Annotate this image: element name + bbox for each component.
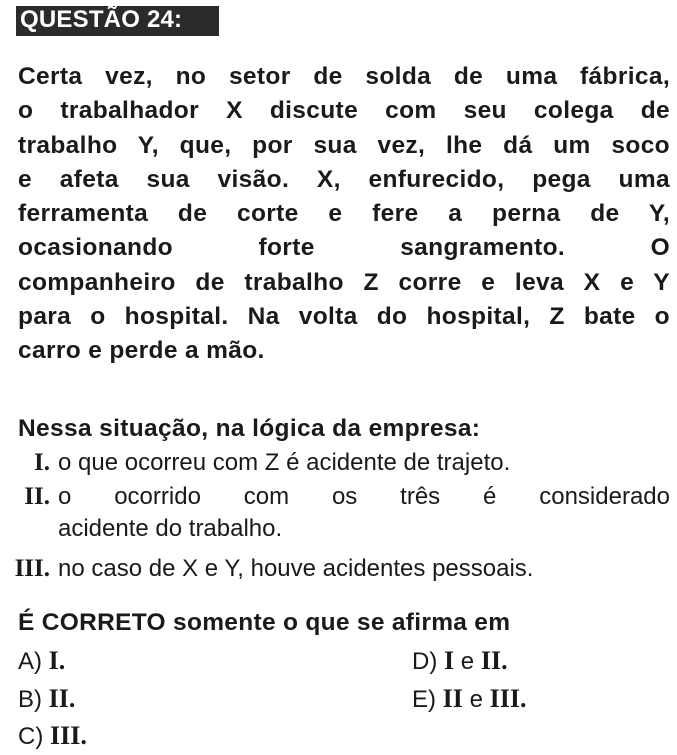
option-value: I: [444, 646, 455, 675]
option-letter: C): [18, 723, 44, 750]
option-value: III.: [50, 721, 87, 750]
option-c[interactable]: [18, 720, 87, 753]
scenario-line: carro e perde a mão.: [18, 337, 265, 365]
statement-text: acidente do trabalho.: [58, 515, 283, 542]
scenario-paragraph: [18, 60, 670, 369]
option-value: III.: [489, 684, 527, 713]
option-connector: e: [460, 648, 475, 675]
option-e[interactable]: [412, 683, 526, 716]
scenario-line: para o hospital. Na volta do hospital, Z bate o: [18, 303, 670, 331]
statement-text: o que ocorreu com Z é acidente de trajeto.: [58, 449, 511, 476]
option-letter: A): [18, 648, 42, 675]
scenario-line: ocasionando forte sangramento. O: [18, 234, 670, 262]
option-value: II: [442, 684, 463, 713]
scenario-line: ferramenta de corte e fere a perna de Y,: [18, 200, 670, 228]
statement-numeral: I.: [34, 449, 50, 476]
scenario-line: companheiro de trabalho Z corre e leva X e Y: [18, 268, 670, 296]
option-value: II.: [48, 684, 76, 713]
option-a[interactable]: [18, 645, 65, 678]
option-connector: e: [469, 686, 483, 713]
statement-text: no caso de X e Y, houve acidentes pessoais.: [58, 555, 534, 582]
question-instruction: É CORRETO somente o que se afirma em: [18, 609, 511, 636]
option-letter: E): [412, 686, 436, 713]
option-b[interactable]: [18, 683, 75, 716]
scenario-line: e afeta sua visão. X, enfurecido, pega uma: [18, 165, 670, 193]
option-value: II.: [480, 646, 508, 675]
option-letter: D): [412, 648, 438, 675]
option-letter: B): [18, 686, 42, 713]
statement-numeral: III.: [14, 555, 50, 582]
scenario-line: Certa vez, no setor de solda de uma fábrica,: [18, 63, 670, 90]
scenario-line: trabalho Y, que, por sua vez, lhe dá um soco: [18, 131, 670, 159]
question-prompt: Nessa situação, na lógica da empresa:: [18, 415, 481, 442]
option-d[interactable]: [412, 645, 508, 678]
option-value: I.: [48, 646, 66, 675]
statement-text: o ocorrido com os três é considerado: [58, 483, 670, 510]
statement-numeral: II.: [24, 483, 50, 510]
question-title: QUESTÃO 24:: [20, 6, 183, 33]
scenario-line: o trabalhador X discute com seu colega de: [18, 97, 670, 125]
